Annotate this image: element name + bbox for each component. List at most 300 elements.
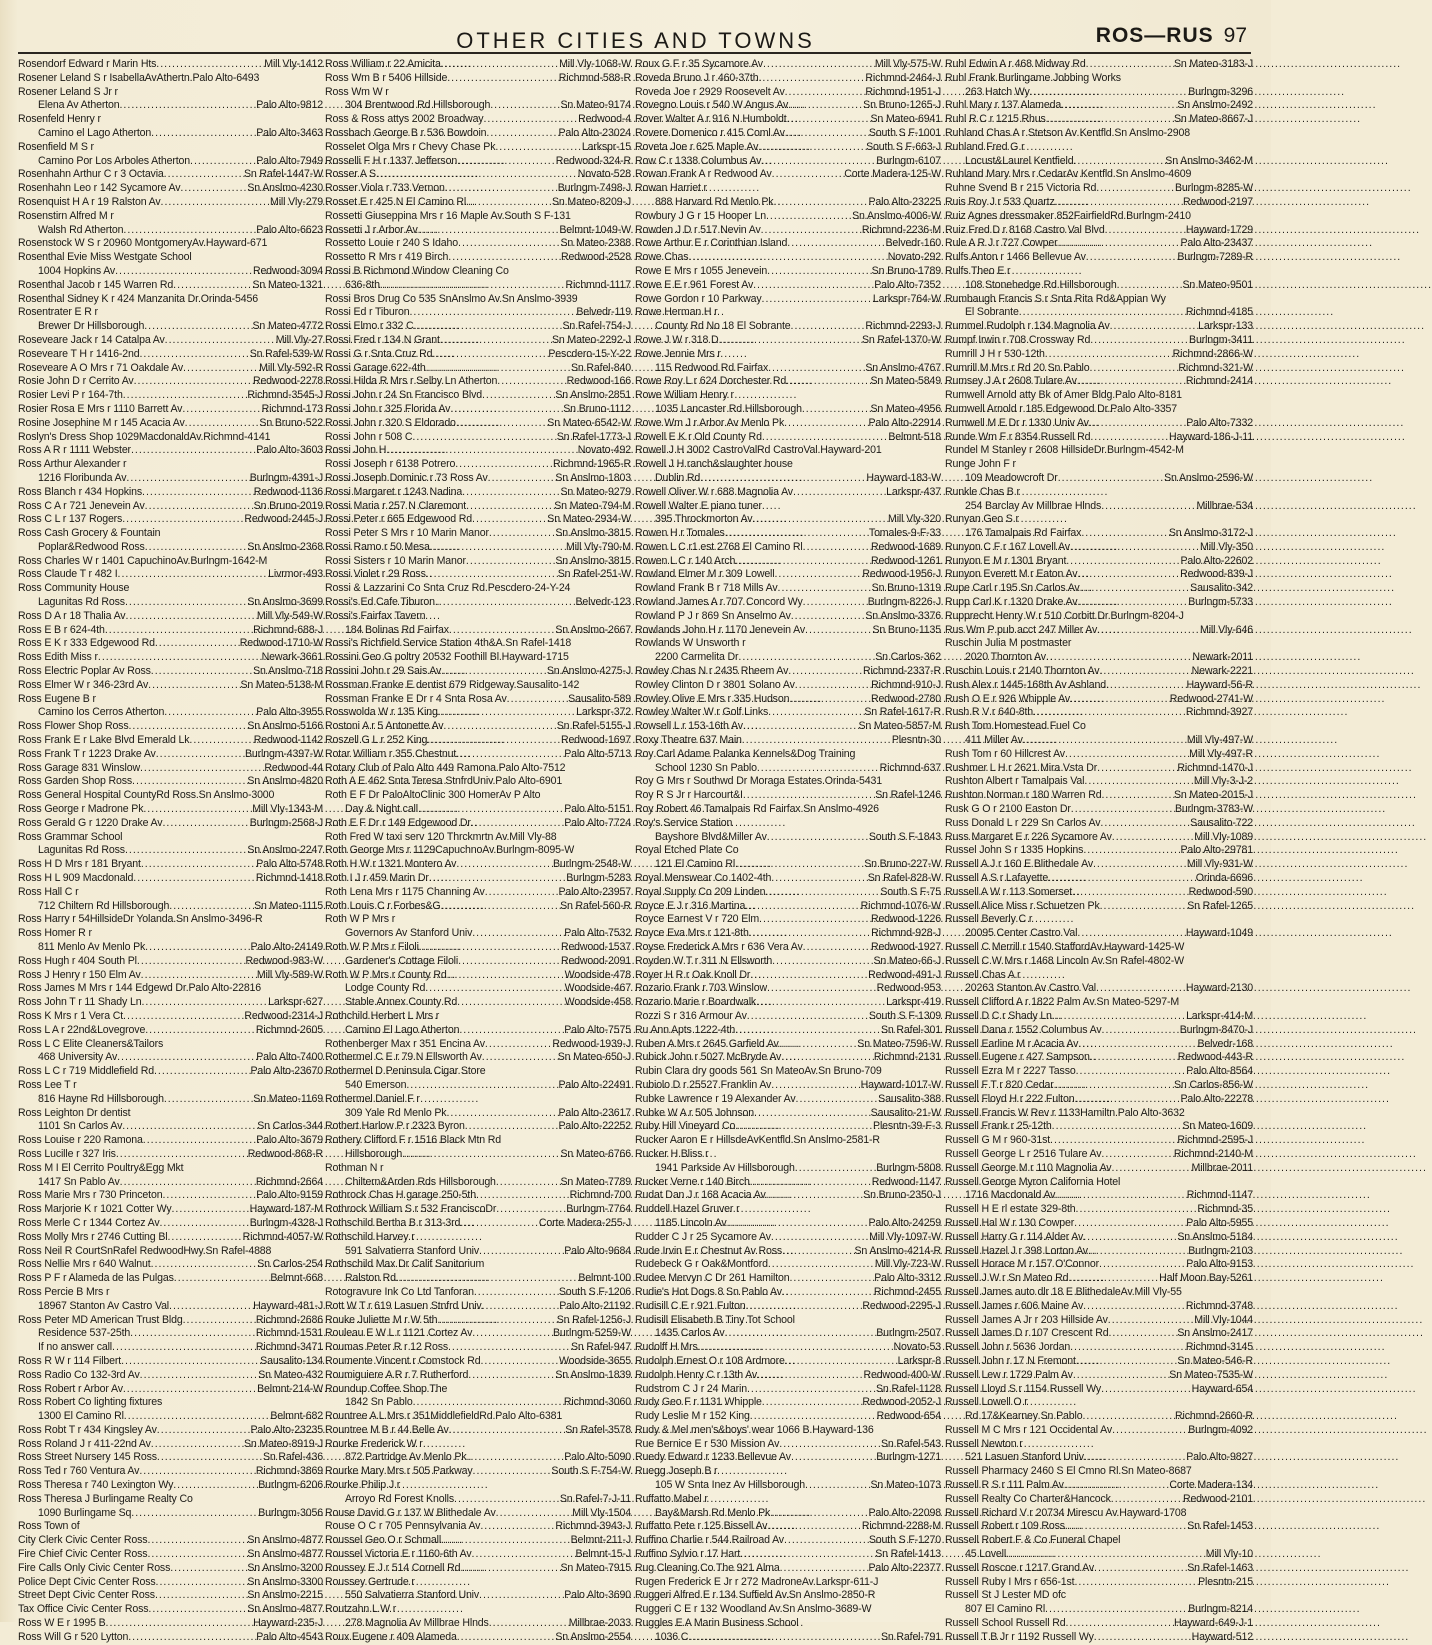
listing-phone: South S F-1206	[558, 1285, 631, 1298]
listing-entry	[325, 444, 631, 458]
listing-entry	[635, 900, 941, 914]
dot-leader	[791, 1451, 874, 1465]
listing-phone: Palo Alto-9827	[1186, 1451, 1253, 1464]
dot-leader	[1090, 431, 1167, 445]
listing-text: Ross J Henry r 150 Elm Av	[18, 968, 141, 981]
listing-entry	[635, 1369, 941, 1383]
listing-phone: Burlngm-2548-W	[553, 858, 631, 871]
listing-entry	[18, 431, 323, 445]
listing-text: 1417 Sn Pablo Av	[38, 1175, 120, 1188]
listing-phone: Sn Mateo-5849	[870, 375, 941, 388]
dot-leader	[1058, 237, 1179, 251]
listing-phone: Half Moon Bay-5261	[1159, 1272, 1253, 1285]
listing-text: Ross C A r 721 Jenevein Av	[18, 499, 145, 512]
listing-phone: Sn Anslmo-2851	[555, 389, 631, 402]
listing-phone: Sn Mateo-546-R	[1177, 1354, 1253, 1367]
dot-leader	[183, 1314, 254, 1328]
dot-leader	[785, 127, 867, 141]
dot-leader	[754, 1107, 869, 1121]
listing-text: Rothermel C E r 79 N Ellsworth Av	[325, 1051, 482, 1064]
listing-entry	[325, 293, 631, 307]
listing-phone: Palo Alto-22602	[1180, 554, 1253, 567]
listing-text: Rush Alex r 1445-168th Av Ashland	[945, 678, 1106, 691]
listing-entry	[945, 1010, 1253, 1024]
dot-leader	[482, 1051, 556, 1065]
dot-leader	[791, 320, 864, 334]
listing-phone: Redwood-2197	[1182, 195, 1253, 208]
listing-phone: Burlngm-5808	[876, 1161, 941, 1174]
listing-text: Rothschild Max Dr Calif Sanitorium	[325, 1258, 485, 1271]
listing-text: 121 El Camino Rl	[655, 858, 736, 871]
listing-phone: Palo Alto-5151	[564, 803, 631, 816]
listing-phone: Palo Alto-7949	[256, 154, 323, 167]
listing-text: Elena Av Atherton	[38, 99, 120, 112]
listing-text: Rossi B Richmond Window Cleaning Co	[325, 264, 509, 277]
listing-phone: Redwood-2091	[560, 954, 631, 967]
dot-leader	[134, 375, 251, 389]
dot-leader	[406, 1079, 556, 1093]
dot-leader	[171, 1203, 247, 1217]
listing-text: Roth W P Mrs r Filoli	[325, 941, 419, 953]
listing-text: Roundup Coffee Shop The	[325, 1382, 448, 1395]
listing-phone: Mill Vly-3-J-2	[1193, 775, 1253, 788]
listing-text: Royal Supply Co 209 Linden	[635, 885, 766, 898]
listing-entry	[325, 1314, 631, 1328]
listing-entry	[325, 913, 631, 927]
listing-entry	[635, 279, 941, 293]
listing-text: Roumente Vincent r Comstock Rd	[325, 1354, 481, 1367]
dot-leader	[426, 362, 569, 376]
listing-text: Ross M I El Cerrito Poultry&Egg Mkt	[18, 1161, 184, 1174]
listing-continuation	[18, 1507, 323, 1521]
listing-text: Runde Wm F r 8354 Russell Rd	[945, 430, 1091, 443]
listing-text: Rossi Peter S Mrs r 10 Marin Manor	[325, 527, 489, 540]
dot-leader	[490, 99, 558, 113]
listing-entry	[18, 362, 323, 376]
listing-phone: Richmnd-1951-J	[865, 85, 941, 98]
listing-entry	[635, 1438, 941, 1452]
listing-entry	[635, 500, 941, 514]
listing-continuation	[635, 320, 941, 334]
listing-phone: Sn Anslmo-2596-W	[1164, 471, 1253, 484]
listing-text: Rudolph Ernest O r 108 Ardmore	[635, 1354, 785, 1367]
listing-entry	[325, 86, 631, 100]
listing-text: Rug Cleaning Co The 921 Alma	[635, 1561, 780, 1574]
listing-entry	[945, 486, 1253, 500]
listing-entry	[325, 706, 631, 720]
listing-entry	[635, 306, 941, 320]
listing-phone: Richmnd-1965-R	[553, 458, 631, 471]
listing-phone: South S F-1270	[868, 1534, 941, 1547]
listing-continuation	[18, 941, 323, 955]
listing-entry	[325, 1162, 631, 1176]
listing-phone: Larkspr-437	[886, 485, 941, 498]
listing-entry	[325, 1576, 631, 1590]
dot-leader	[474, 1286, 557, 1300]
listing-phone: Sn Anslmo-1803	[555, 471, 631, 484]
listing-text: 636-8th	[345, 278, 380, 291]
listing-text: Runyon E M r 1301 Bryant	[945, 554, 1067, 567]
listing-phone: Palo Alto-3679	[256, 1134, 323, 1147]
listing-continuation	[325, 982, 631, 996]
listing-continuation	[945, 500, 1253, 514]
listing-phone: Hayward-186-J-11	[1169, 430, 1253, 443]
listing-entry	[18, 762, 323, 776]
dot-leader	[472, 513, 545, 527]
listing-text: Rosine Josephine M r 145 Acacia Av	[18, 416, 185, 429]
listing-entry	[635, 348, 941, 362]
listing-text: 521 Lasuen Stanford Univ	[965, 1451, 1084, 1464]
listing-entry	[635, 141, 941, 155]
listing-text: Rubke W A r 505 Johnson	[635, 1106, 755, 1119]
listing-phone: Larkspr-764-W	[872, 292, 941, 305]
listing-entry	[325, 1341, 631, 1355]
listing-text: Ross Louise r 220 Ramona	[18, 1134, 143, 1147]
dot-leader	[784, 417, 866, 431]
listing-text: Ruffatto Mabel r	[635, 1492, 708, 1505]
listing-entry	[325, 210, 631, 224]
dot-leader	[164, 1093, 251, 1107]
listing-text: Stable Annex County Rd	[345, 996, 458, 1009]
dot-leader	[1046, 651, 1191, 665]
listing-phone: Sn Rafel-840	[570, 361, 631, 374]
listing-text: 278 Magnolia Av Millbrae Hlnds	[345, 1617, 489, 1630]
dot-leader	[162, 1189, 254, 1203]
listing-phone: Richmnd-637	[879, 761, 941, 774]
listing-entry	[18, 1203, 323, 1217]
listing-text: Rothermel D Peninsula Cigar Store	[325, 1065, 486, 1078]
listing-entry	[945, 375, 1253, 389]
dot-leader	[147, 1548, 245, 1562]
listing-entry	[945, 555, 1253, 569]
listing-entry	[635, 679, 941, 693]
listing-text: Rossman Franke E dentist 679 Ridgeway.Sausalito-142	[325, 678, 580, 691]
listing-text: Routzahn L W r	[325, 1603, 397, 1616]
listing-text: 108 Stonehedge Rd Hillsborough	[965, 278, 1117, 291]
listing-text: Chiltern&Arden Rds Hillsborough	[345, 1175, 496, 1188]
listing-entry	[18, 734, 323, 748]
listing-entry	[18, 803, 323, 817]
dot-leader	[1073, 155, 1163, 169]
listing-continuation	[945, 306, 1253, 320]
listing-continuation	[635, 762, 941, 776]
listing-text: Rowley Olive E Mrs r 335 Hudson	[635, 692, 790, 705]
dot-leader	[1089, 362, 1176, 376]
listing-entry	[635, 637, 941, 651]
listing-phone: Richmnd-3060	[563, 1396, 631, 1409]
listing-text: Roveta Joe r 625 Maple Av	[635, 140, 759, 153]
listing-phone: Mill Vly-589-W	[256, 968, 323, 981]
listing-text: Russell C Merrill r 1540 StaffordAv.Hayward-1425-W	[945, 941, 1185, 953]
dot-leader	[758, 141, 864, 155]
listing-phone: Sn Anslmo-4767	[865, 361, 941, 374]
listing-entry	[635, 168, 941, 182]
dot-leader	[450, 403, 561, 417]
dot-leader	[788, 665, 861, 679]
dot-leader	[784, 1534, 867, 1548]
listing-continuation	[18, 320, 323, 334]
listing-entry	[635, 486, 941, 500]
dot-leader	[174, 1272, 269, 1286]
dot-leader	[778, 582, 870, 596]
dot-leader	[1072, 886, 1186, 900]
dot-leader	[441, 665, 545, 679]
listing-entry	[18, 458, 323, 472]
listing-phone: Sn Mateo-7535-W	[1169, 1368, 1253, 1381]
listing-entry	[945, 196, 1253, 210]
listing-entry	[945, 706, 1253, 720]
listing-phone: Richmnd-2414	[1185, 375, 1253, 388]
listing-phone: Sn Anslmo-2247	[247, 844, 323, 857]
dot-leader	[1077, 596, 1186, 610]
listing-text: 109 Meadowcroft Dr	[965, 471, 1058, 484]
listing-phone: Redwood-1226	[870, 913, 941, 926]
listing-entry	[18, 1534, 323, 1548]
listing-phone: Mill Vly-1068-W	[559, 58, 631, 70]
listing-entry	[18, 1245, 323, 1259]
listing-text: Ross Garden Shop Ross	[18, 775, 133, 788]
listing-phone: Burlngm-6107	[876, 154, 941, 167]
listing-entry	[325, 775, 631, 789]
dot-leader	[446, 1107, 556, 1121]
listing-phone: Richmnd-1418	[255, 872, 323, 885]
listing-phone: Richmnd-3927	[1185, 706, 1253, 719]
listing-entry	[325, 1038, 631, 1052]
dot-leader	[430, 541, 564, 555]
listing-entry	[325, 637, 631, 651]
listing-text: Ross George r Madrone Pk	[18, 803, 144, 816]
listing-entry	[325, 1507, 631, 1521]
listing-continuation	[325, 279, 631, 293]
listing-entry	[945, 1383, 1253, 1397]
listing-text: Roux G F r 35 Sycamore Av	[635, 58, 763, 70]
dot-leader	[418, 803, 562, 817]
dot-leader	[1086, 58, 1172, 72]
listing-entry	[18, 1024, 323, 1038]
listing-entry	[635, 1272, 941, 1286]
listing-phone: Sn Anslmo-3300	[247, 1575, 323, 1588]
listing-entry	[945, 775, 1253, 789]
listing-text: Rossi John r 325 Florida Av	[325, 402, 451, 415]
listing-entry	[945, 582, 1253, 596]
listing-phone: Palo Alto-7352	[874, 278, 941, 291]
listing-text: Rowan Harriet r	[635, 182, 707, 195]
dot-leader	[759, 913, 869, 927]
listing-entry	[945, 1162, 1253, 1176]
dot-leader	[123, 224, 254, 238]
listing-entry	[635, 293, 941, 307]
listing-phone: Sn Rafel-539-W	[249, 347, 323, 360]
dot-leader	[145, 500, 252, 514]
listing-entry	[635, 1396, 941, 1410]
listing-phone: Richmnd-2337-R	[863, 665, 941, 678]
listing-text: 105 W Snta Inez Av Hillsborough	[655, 1479, 806, 1492]
listing-entry	[325, 237, 631, 251]
listing-phone: Belvedr-168	[1197, 1037, 1253, 1050]
listing-entry	[945, 168, 1253, 182]
listing-phone: Mill Vly-646	[1200, 623, 1253, 636]
listing-text: Ross Town of	[18, 1520, 80, 1533]
dot-leader	[1068, 1272, 1157, 1286]
listing-entry	[325, 1010, 631, 1024]
listing-phone: Sn Anslmo-4877	[247, 1603, 323, 1616]
listing-phone: Richmnd-2605	[255, 1023, 323, 1036]
listing-text: Rosser A S	[325, 168, 376, 181]
listing-text: Rowlands W Unsworth r	[635, 637, 746, 650]
dot-leader	[448, 1341, 569, 1355]
listing-text: Rosenthal Jacob r 145 Warren Rd	[18, 278, 174, 291]
listing-phone: Richmnd-1117	[565, 278, 631, 291]
listing-entry	[325, 306, 631, 320]
listing-phone: Richmnd-3471	[255, 1341, 323, 1354]
dot-leader	[1110, 320, 1197, 334]
dot-leader	[457, 1631, 554, 1645]
listing-phone: Sn Mateo-794-M	[554, 499, 631, 512]
listing-continuation	[18, 1327, 323, 1341]
listing-phone: Newark-2011	[1192, 651, 1253, 664]
listing-entry	[635, 582, 941, 596]
listing-text: Camino los Cerros Atherton	[38, 706, 165, 719]
listing-phone: Sn Mateo-1321	[252, 278, 323, 291]
listing-continuation	[635, 1162, 941, 1176]
dot-leader	[688, 1631, 879, 1645]
listing-entry	[945, 886, 1253, 900]
dot-leader	[458, 955, 559, 969]
listing-text: Rosenthal Evie Miss Westgate School	[18, 251, 192, 264]
listing-phone: South S F-663-J	[866, 140, 941, 153]
listing-text: Rudy & Mel men's&boys' wear 1066 B.Hayward-136	[635, 1423, 874, 1436]
listing-phone: Mill Vly-350	[1200, 540, 1253, 553]
listing-entry	[635, 1245, 941, 1259]
dot-leader	[1054, 1079, 1172, 1093]
listing-entry	[945, 320, 1253, 334]
dot-leader	[142, 486, 252, 500]
listing-text: Roux Eugene r 409 Alameda	[325, 1630, 457, 1643]
dot-leader	[457, 155, 554, 169]
dot-leader	[761, 224, 860, 238]
listing-entry	[325, 858, 631, 872]
listing-text: Rowbury J G r 15 Hooper Ln	[635, 209, 766, 222]
listing-phone: Sn Rafel-560-R	[560, 899, 631, 912]
listing-phone: Sn Mateo-9501	[1182, 278, 1253, 291]
listing-text: Russell George Myron California Hotel	[945, 1175, 1121, 1188]
dot-leader	[779, 1438, 879, 1452]
dot-leader	[803, 941, 869, 955]
listing-text: Ross Charles W r 1401 CapuchinoAv.Burlngm-1642-M	[18, 554, 268, 567]
dot-leader	[467, 1451, 563, 1465]
listing-phone: Sn Rafel-1256-J	[556, 1313, 631, 1326]
listing-phone: Burlngm-8226-J	[867, 596, 941, 609]
listing-entry	[325, 1286, 631, 1300]
listing-phone: Sn Mateo-7789	[560, 1175, 631, 1188]
listing-continuation	[325, 1024, 631, 1038]
listing-entry	[945, 1107, 1253, 1121]
listing-text: Rossi Joseph Dominic r 73 Ross Av	[325, 471, 488, 484]
listing-text: Rude Irvin E r Chestnut Av Ross	[635, 1244, 783, 1257]
listing-text: Ruhl R C r 1215 Rhus	[945, 113, 1046, 126]
dot-leader	[762, 431, 887, 445]
listing-phone: Palo Alto-7532	[564, 927, 631, 940]
listing-continuation	[945, 651, 1253, 665]
listing-entry	[945, 1576, 1253, 1590]
listing-entry	[18, 582, 323, 596]
listing-text: Hillsborough	[345, 1147, 403, 1160]
dot-leader	[719, 334, 860, 348]
listing-entry	[635, 1024, 941, 1038]
listing-phone: Palo Alto-22252	[558, 1120, 631, 1133]
listing-entry	[945, 844, 1253, 858]
listing-continuation	[18, 900, 323, 914]
listing-entry	[945, 417, 1253, 431]
dot-leader	[1045, 348, 1171, 362]
listing-entry	[18, 389, 323, 403]
listing-phone: Sn Anslmo-5184	[1177, 1230, 1253, 1243]
listing-text: Row C r 1338 Columbus Av	[635, 154, 762, 167]
listing-text: Rountree A L Mrs r 351MiddlefieldRd.Palo Alto-6381	[325, 1410, 563, 1423]
listing-entry	[18, 500, 323, 514]
listing-text: Rossi Margaret r 1243 Nadina	[325, 485, 463, 498]
listing-entry	[325, 1355, 631, 1369]
listing-text: Russell R S r 111 Palm Av	[945, 1479, 1064, 1492]
dot-leader	[805, 1479, 868, 1493]
listing-text: Street Dept Civic Center Ross	[18, 1589, 155, 1602]
listing-text: Rossi Joseph r 6138 Potrero	[325, 458, 456, 471]
listing-text: Ruegg Joseph B r	[635, 1465, 718, 1478]
listing-text: Roth E F Dr r 149 Edgewood Dr	[325, 816, 471, 829]
dot-leader	[1108, 1314, 1193, 1328]
listing-text: Rossi Fred r 134 N Grant	[325, 333, 440, 346]
dot-leader	[457, 996, 563, 1010]
listing-continuation	[325, 1396, 631, 1410]
dot-leader	[1084, 775, 1192, 789]
listing-text: Rozario Frank r 703 Winslow	[635, 982, 767, 995]
dot-leader	[170, 1562, 245, 1576]
listing-text: Roth E F Dr PaloAltoClinic 300 HomerAv P Alto	[325, 789, 541, 802]
listing-phone: Sn Mateo-8667-J	[1173, 113, 1253, 126]
listing-text: Russell A S r Lafayette	[945, 872, 1049, 885]
listing-entry	[945, 1507, 1253, 1521]
listing-text: Ross Will G r 520 Lytton	[18, 1630, 129, 1643]
dot-leader	[159, 1217, 247, 1231]
listing-continuation	[18, 99, 323, 113]
listing-text: Rubick John r 5027 McBryde Av	[635, 1051, 782, 1064]
listing-text: Rouke Juliette M r W 5th	[325, 1313, 438, 1326]
listing-phone: Sn Anslmo-4820	[247, 775, 323, 788]
listing-text: Royce Eva Mrs r 121-8th	[635, 927, 749, 940]
listing-continuation	[945, 527, 1253, 541]
listing-phone: Hayward-56-R	[1186, 678, 1253, 691]
listing-phone: Sn Mateo-9279	[560, 485, 631, 498]
dot-leader	[386, 444, 576, 458]
dot-leader	[396, 1272, 576, 1286]
listing-entry	[945, 237, 1253, 251]
listing-continuation	[325, 1272, 631, 1286]
listing-continuation	[325, 624, 631, 638]
listing-text: Rossi Hilda R Mrs r Selby Ln Atherton	[325, 375, 498, 388]
dot-leader	[441, 58, 557, 72]
listing-phone: Sn Anslmo-3462-M	[1165, 154, 1253, 167]
listing-text: 1842 Sn Pablo	[345, 1396, 413, 1409]
listing-text: Rotogravure Ink Co Ltd Tanforan	[325, 1285, 474, 1298]
listing-text: Russell J W r Sn Mateo Rd	[945, 1272, 1069, 1285]
listing-entry	[18, 1065, 323, 1079]
listing-text: Rowland James A r 707 Concord Wy	[635, 596, 803, 609]
dot-leader	[140, 1369, 257, 1383]
listing-text: Rowe Chas	[635, 251, 689, 264]
listing-entry	[18, 251, 323, 265]
listing-entry	[945, 210, 1253, 224]
listing-text: Rowe Gordon r 10 Parkway	[635, 292, 762, 305]
